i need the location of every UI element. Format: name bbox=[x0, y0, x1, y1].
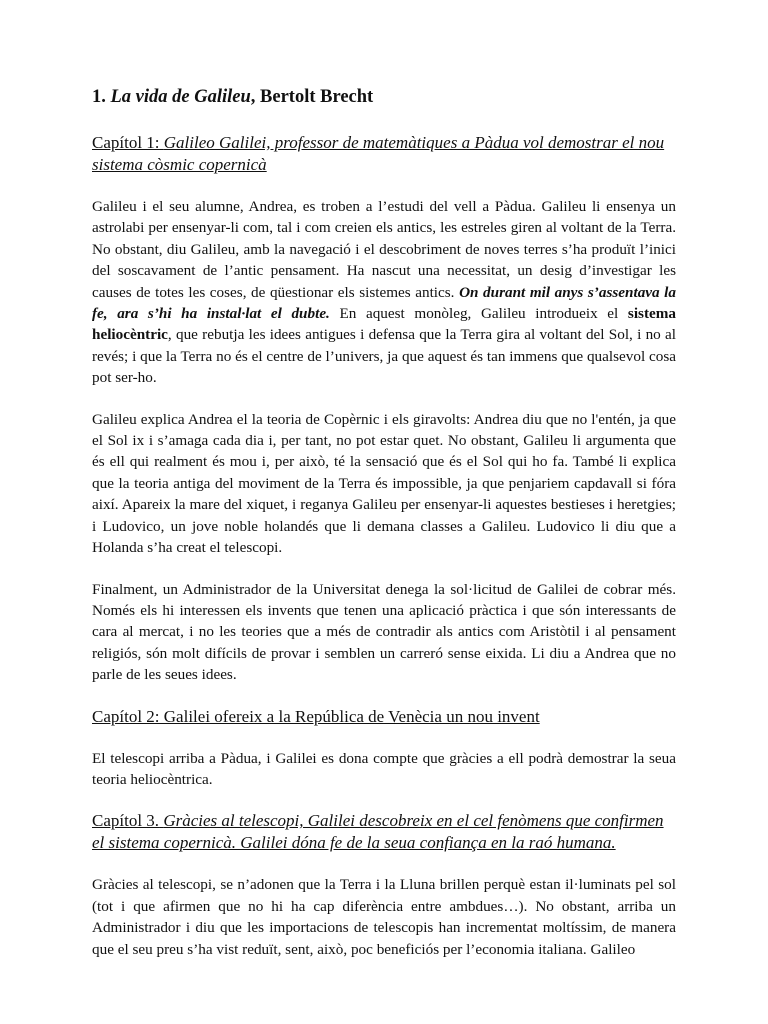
paragraph-1-text-c: , que rebutja les idees antigues i defensa que la Terra gira al voltant del Sol, i no al revés; i que la Terra no és el centre de l’univers, ja que aquest és tan immens que qualsevol cosa pot ser-ho. bbox=[92, 326, 676, 387]
paragraph-1 bbox=[92, 196, 676, 389]
chapter-1-name: Galileo Galilei, professor de matemàtiques a Pàdua vol demostrar el nou sistema còsmic copernicà bbox=[92, 133, 665, 174]
title-author: , Bertolt Brecht bbox=[250, 87, 374, 107]
paragraph-1-quote: On durant mil anys s’assentava la fe, ara s’hi ha instal·lat el dubte. bbox=[92, 283, 676, 323]
paragraph-1-text-b: En aquest monòleg, Galileu introdueix el bbox=[339, 305, 619, 323]
chapter-3-name: Gràcies al telescopi, Galilei descobreix en el cel fenòmens que confirmen el sistema copernicà. Galilei dóna fe de la seua confiança en la raó humana. bbox=[92, 811, 664, 853]
chapter-2-heading: Capítol 2: Galilei ofereix a la República de Venècia un nou invent bbox=[92, 706, 540, 726]
paragraph-4: El telescopi arriba a Pàdua, i Galilei es dona compte que gràcies a ell podrà demostrar la seua teoria heliocèntrica. bbox=[92, 749, 676, 788]
chapter-1-heading bbox=[92, 132, 676, 176]
chapter-3-heading bbox=[92, 810, 676, 854]
paragraph-3: Finalment, un Administrador de la Universitat denega la sol·licitud de Galilei de cobrar més. Només els hi interessen els invents que tenen una aplicació pràctica i que són interessants de cara al mercat, i no les teories que a més de contradir als antics com Aristòtil i al pensament religiós, són molt difícils de provar i semblen un carreró sense eixida. Li diu a Andrea que no parle de les seues idees. bbox=[92, 580, 676, 684]
paragraph-5: Gràcies al telescopi, se n’adonen que la Terra i la Lluna brillen perquè estan il·luminats pel sol (tot i que afirmen que no hi ha cap diferència entre ambdues…). No obstant, arriba un Administrador i diu que les importacions de telescopis han incrementat moltíssim, de manera que el seu preu s’ha vist reduït, sent, això, poc beneficiós per l’economia italiana. Galileo bbox=[92, 876, 676, 958]
document-title bbox=[92, 84, 676, 110]
title-number: 1. bbox=[92, 87, 106, 107]
title-work: La vida de Galileu bbox=[110, 87, 251, 107]
paragraph-1-text-a: Galileu i el seu alumne, Andrea, es troben a l’estudi del vell a Pàdua. Galileu li ensenya un astrolabi per ensenyar-li com, tal i com creien els antics, les estreles giren al voltant de la Terra. No obstant, diu Galileu, amb la navegació i el descobriment de noves terres s’ha produït l’inici del soscavament de l’antic pensament. Ha nascut una necessitat, un desig d’investigar les causes de totes les coses, de qüestionar els sistemes antics. bbox=[92, 198, 676, 301]
chapter-1-label: Capítol 1: bbox=[92, 133, 160, 152]
chapter-3-label: Capítol 3. bbox=[92, 811, 160, 831]
paragraph-1-term: sistema heliocèntric bbox=[92, 305, 676, 344]
paragraph-2: Galileu explica Andrea el la teoria de Copèrnic i els giravolts: Andrea diu que no l'entén, ja que el Sol ix i s’amaga cada dia i, per tant, no pot estar quet. No obstant, Galileu li argumenta que és ell qui realment és mou i, per això, té la sensació que és el Sol qui ho fa. També li explica que la teoria antiga del moviment de la Terra és impossible, ja que penjariem capdavall si fóra així. Apareix la mare del xiquet, i reganya Galileu per ensenyar-li aquestes bestieses i heretgies; i Ludovico, un jove noble holandés que li demana classes a Galileu. Ludovico li diu que a Holanda s’ha creat el telescopi. bbox=[92, 410, 676, 557]
